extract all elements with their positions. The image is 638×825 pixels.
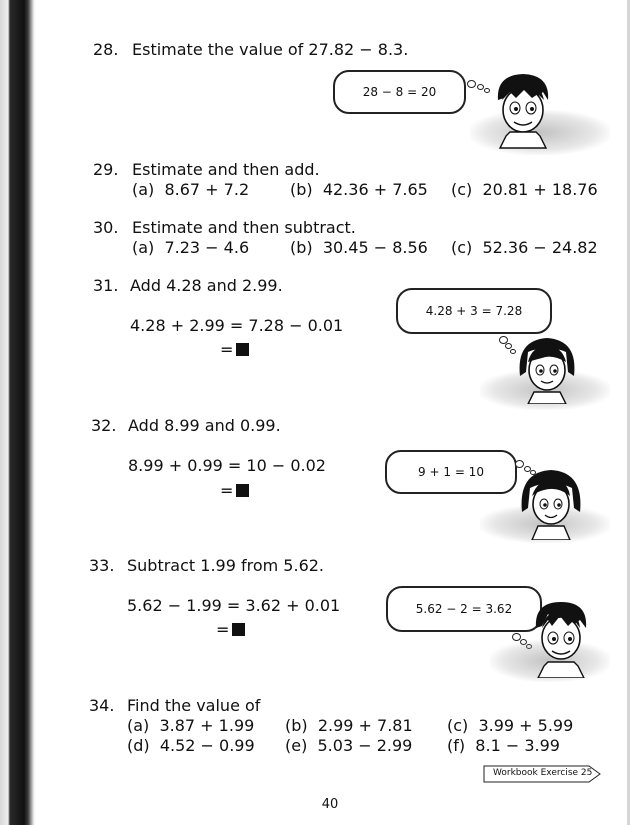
q34-item-f: (f) 8.1 − 3.99 — [447, 736, 560, 755]
q29-number: 29. — [93, 160, 119, 179]
q34-item-e: (e) 5.03 − 2.99 — [285, 736, 413, 755]
q34-item-d: (d) 4.52 − 0.99 — [127, 736, 255, 755]
q31-number: 31. — [93, 276, 119, 295]
q29-item-a: (a) 8.67 + 7.2 — [132, 180, 250, 199]
q31-text: Add 4.28 and 2.99. — [130, 276, 283, 295]
q29-text: Estimate and then add. — [132, 160, 320, 179]
q31-thought-bubble — [396, 288, 552, 334]
q33-bubble-text: 5.62 − 2 = 3.62 — [415, 602, 513, 616]
boy-illustration-icon — [528, 598, 594, 678]
q30-item-c: (c) 52.36 − 24.82 — [451, 238, 598, 257]
q32-text: Add 8.99 and 0.99. — [128, 416, 281, 435]
q32-answer-line: = — [220, 481, 249, 500]
q33-working: 5.62 − 1.99 = 3.62 + 0.01 — [127, 596, 341, 615]
q33-number: 33. — [89, 556, 115, 575]
boy-illustration-icon — [488, 70, 558, 150]
q28-bubble-text: 28 − 8 = 20 — [362, 85, 437, 99]
thought-dot — [467, 80, 476, 88]
q32-number: 32. — [91, 416, 117, 435]
page-number: 40 — [321, 797, 339, 812]
q31-working: 4.28 + 2.99 = 7.28 − 0.01 — [130, 316, 344, 335]
q28-thought-bubble — [333, 70, 466, 114]
q32-bubble-text: 9 + 1 = 10 — [418, 465, 484, 479]
page-edge — [627, 0, 630, 825]
workbook-exercise-tag — [483, 765, 601, 783]
q29-item-b: (b) 42.36 + 7.65 — [290, 180, 428, 199]
q32-thought-bubble — [385, 450, 517, 494]
answer-box — [236, 484, 249, 497]
workbook-exercise-label: Workbook Exercise 25 — [493, 768, 593, 778]
q33-answer-line: = — [216, 620, 245, 639]
girl-illustration-icon — [512, 332, 582, 404]
book-binding — [0, 0, 36, 825]
q34-text: Find the value of — [127, 696, 261, 715]
q32-working: 8.99 + 0.99 = 10 − 0.02 — [128, 456, 326, 475]
thought-dot — [505, 343, 512, 349]
thought-dot — [477, 84, 484, 90]
q28-text: Estimate the value of 27.82 − 8.3. — [132, 40, 409, 59]
girl-illustration-icon — [516, 466, 586, 540]
q34-item-a: (a) 3.87 + 1.99 — [127, 716, 255, 735]
q33-text: Subtract 1.99 from 5.62. — [127, 556, 325, 575]
q34-item-b: (b) 2.99 + 7.81 — [285, 716, 413, 735]
q30-number: 30. — [93, 218, 119, 237]
q29-item-c: (c) 20.81 + 18.76 — [451, 180, 598, 199]
q31-answer-line: = — [220, 340, 249, 359]
answer-box — [236, 343, 249, 356]
q28-number: 28. — [93, 40, 119, 59]
q31-bubble-text: 4.28 + 3 = 7.28 — [425, 304, 523, 318]
q34-item-c: (c) 3.99 + 5.99 — [447, 716, 574, 735]
q30-item-a: (a) 7.23 − 4.6 — [132, 238, 250, 257]
q34-number: 34. — [89, 696, 115, 715]
answer-box — [232, 623, 245, 636]
q30-item-b: (b) 30.45 − 8.56 — [290, 238, 428, 257]
q30-text: Estimate and then subtract. — [132, 218, 356, 237]
q33-thought-bubble — [386, 586, 542, 632]
